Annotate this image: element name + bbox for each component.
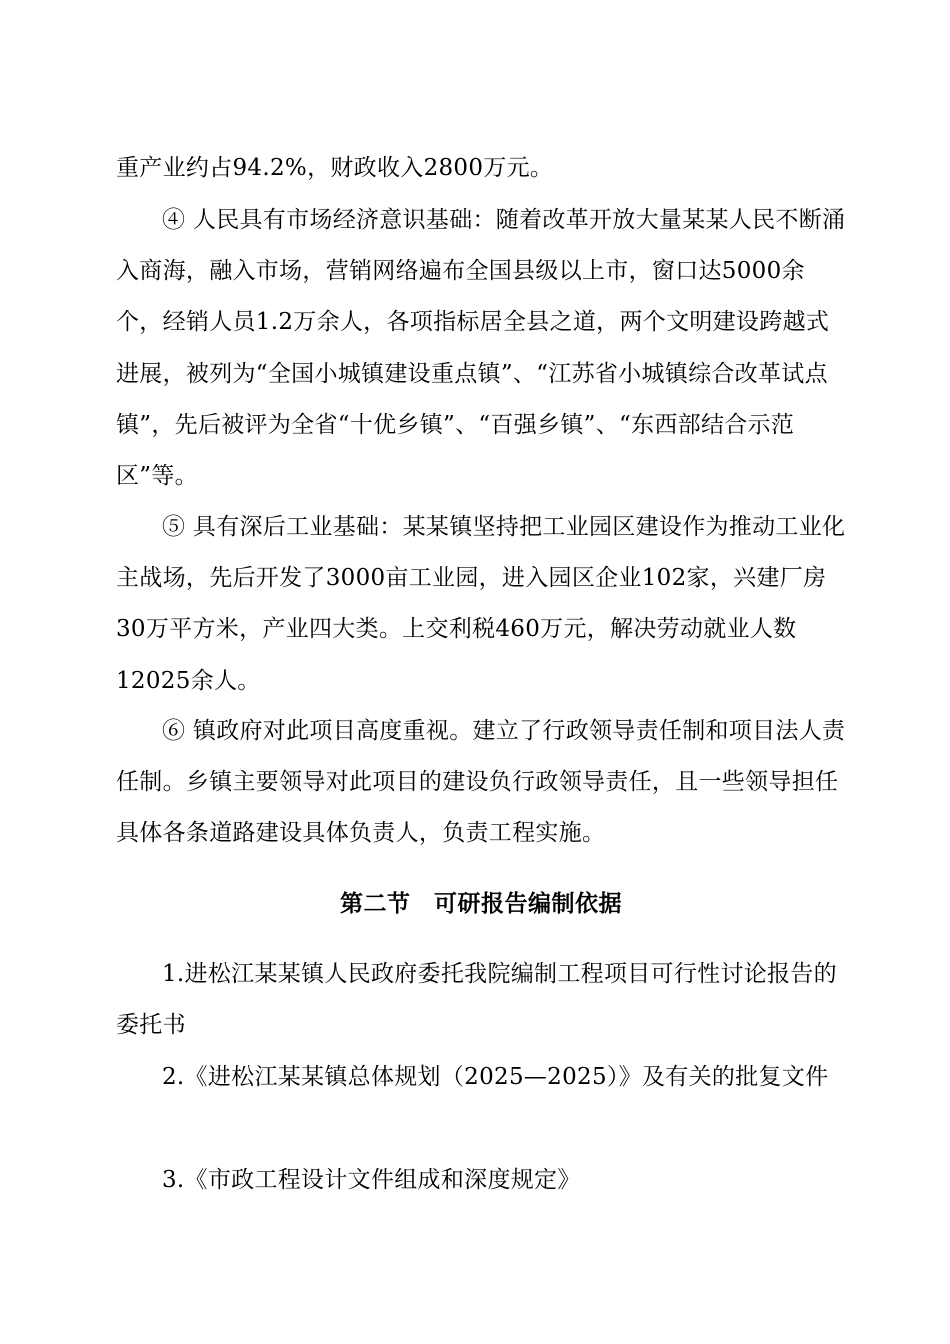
basis-item-1: 1.进松江某某镇人民政府委托我院编制工程项目可行性讨论报告的委托书 xyxy=(116,961,837,1039)
paragraph-item-4: ④ 人民具有市场经济意识基础：随着改革开放大量某某人民不断涌入商海，融入市场，营销网络遍布全国县级以上市，窗口达5000余个，经销人员1.2万余人，各项指标居全县之道，两个文明建设跨越式进展，被列为“全国小城镇建设重点镇”、“江苏省小城镇综合改革试点镇”，先后被评为全省“十优乡镇”、“百强乡镇”、“东西部结合示范区”等。 xyxy=(116,207,846,490)
basis-item-3: 3.《市政工程设计文件组成和深度规定》 xyxy=(162,1167,581,1193)
paragraph-continuation: 重产业约占94.2%，财政收入2800万元。 xyxy=(116,155,554,181)
paragraph-item-5: ⑤ 具有深后工业基础：某某镇坚持把工业园区建设作为推动工业化主战场，先后开发了3000亩工业园，进入园区企业102家，兴建厂房30万平方米，产业四大类。上交利税460万元，解决劳动就业人数12025余人。 xyxy=(116,514,846,694)
section-heading: 第二节 可研报告编制依据 xyxy=(340,891,622,917)
basis-item-2: 2.《进松江某某镇总体规划（2025—2025）》及有关的批复文件 xyxy=(162,1064,829,1090)
paragraph-item-6: ⑥ 镇政府对此项目高度重视。建立了行政领导责任制和项目法人责任制。乡镇主要领导对此项目的建设负行政领导责任，且一些领导担任具体各条道路建设具体负责人，负责工程实施。 xyxy=(116,718,846,847)
